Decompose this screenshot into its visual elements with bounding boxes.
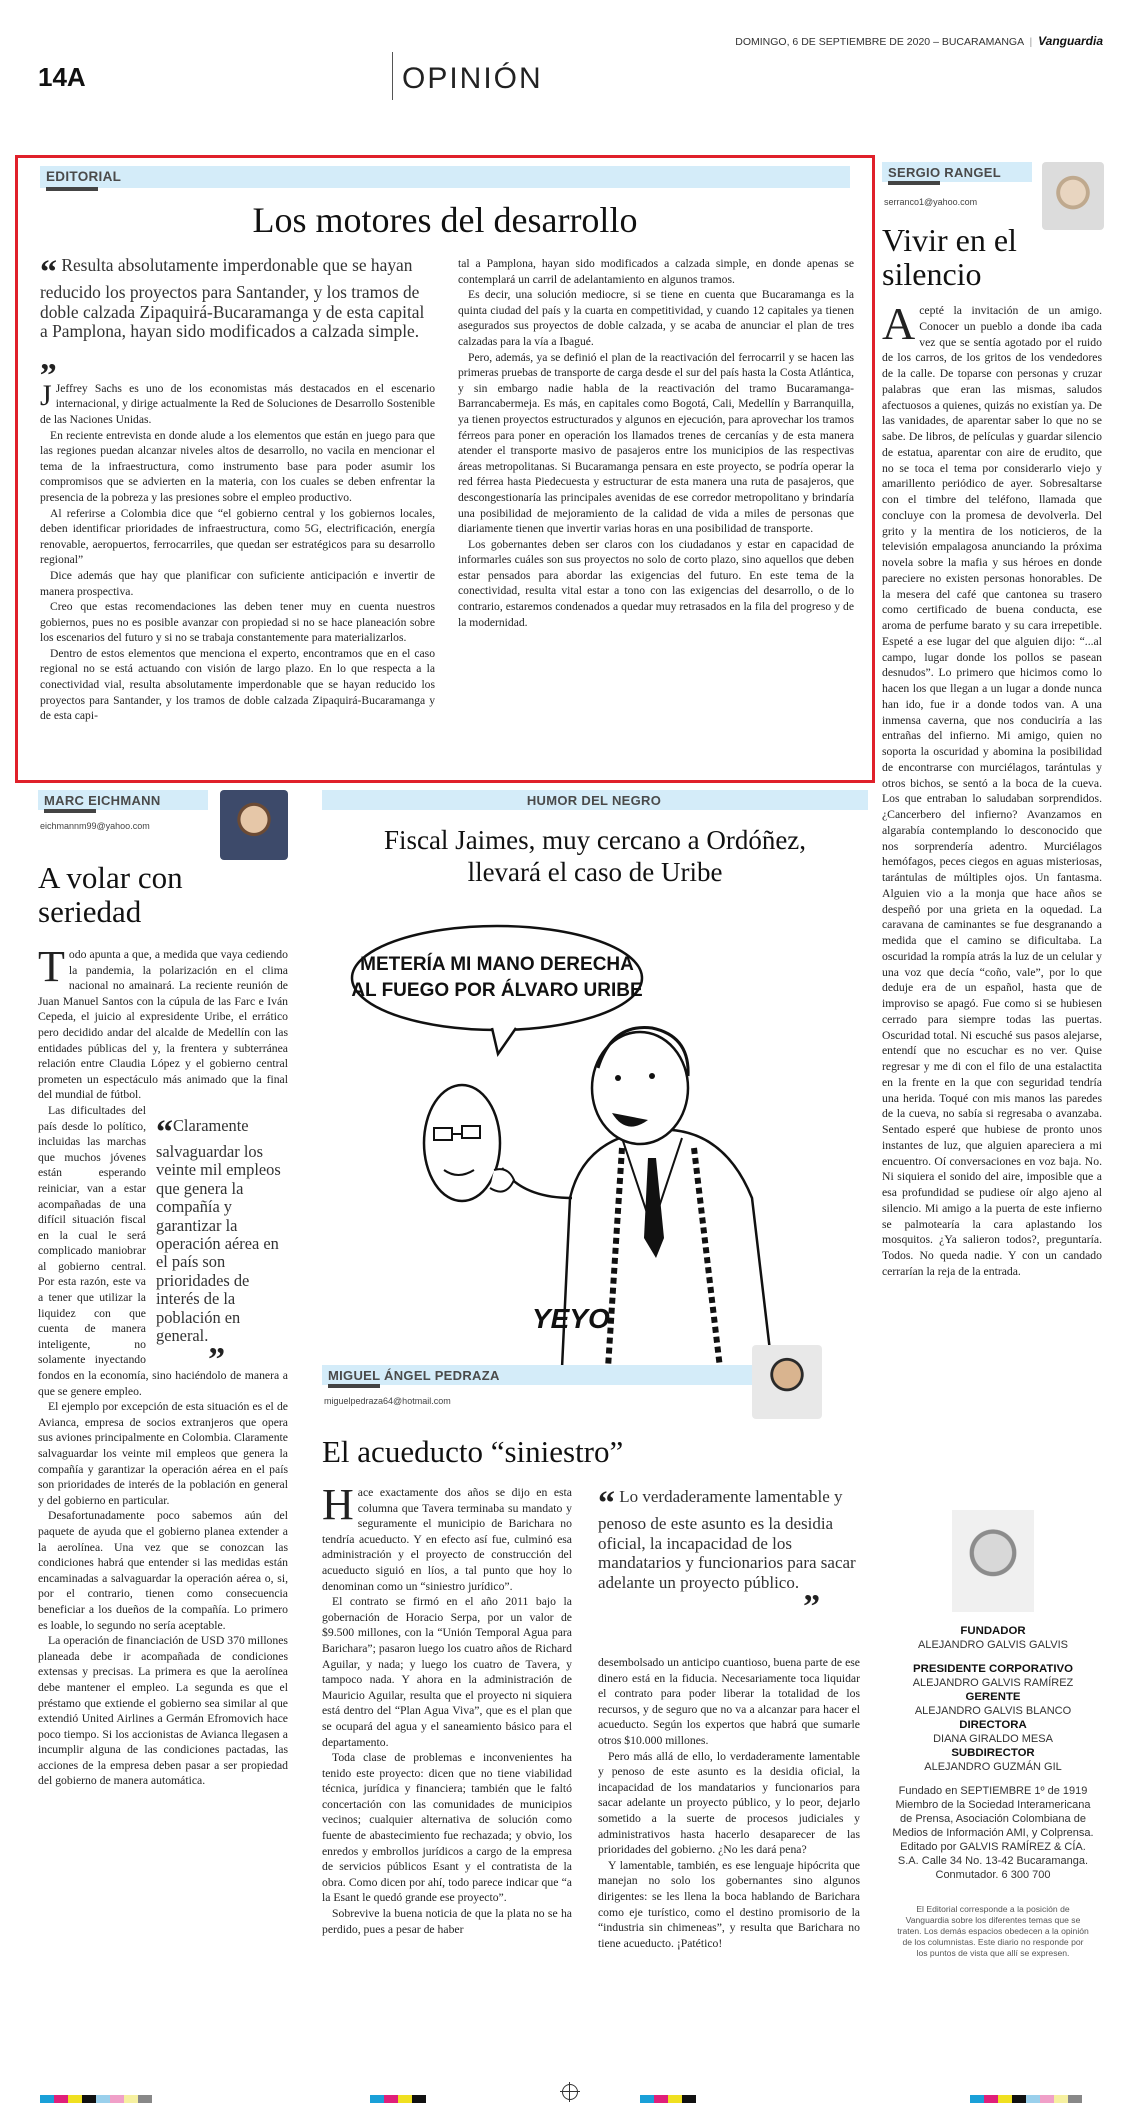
paragraph: Pero, además, ya se definió el plan de la reactivación del ferrocarril y se hacen las primeras pruebas de transporte de carga desde el sur del país hasta la Costa Atlántica, y sin embargo nadie habla de la reactivación del tramo Bucaramanga-Barrancabermeja. Es más, en capitales como Bogotá, Cali, Medellín y Barranquilla, ya tienen proyectos estructurados y algunos en ejecución, para aprovechar los tramos férreos para poner en operación los llamados trenes de cercanías y de esta manera atender el transporte masivo de pasajeros entre los municipios de las respectivas áreas metropolitanas. Si Bucaramanga pensara en este proyecto, se podría operar la red férrea hasta Piedecuesta y estructurar de esta manera una ruta de pasajeros, que descongestionaría las principales avenidas de ese corredor metropolitano y brindaría una posibilidad de mejoramiento de la calidad de vida a miles de personas que diariamente tienen que invertir varias horas en una posibilidad de transporte. — [458, 350, 854, 536]
column-text: odo apunta a que, a medida que vaya cediendo la pandemia, la polarización en el clima nacional no amainará. La reciente reunión de Juan Manuel Santos con la cúpula de las Farc e Iván Cepeda, el juicio al expresidente Uribe, el errático pero decidido andar del alcalde de Medellín con las entidades públicas del y, la frentera y subterránea relación entre Claudia López y el gobierno central prometen un espectáculo más animado que la final del mundial de fútbol. — [38, 948, 288, 1102]
paragraph: Sobrevive la buena noticia de que la plata no se ha perdido, pues a pesar de haber — [322, 1907, 572, 1936]
author-photo — [1042, 162, 1104, 230]
masthead-info: Fundado en SEPTIEMBRE 1º de 1919 Miembro de la Sociedad Interamericana de Prensa, Asociación Colombiana de Medios de Información AMI, y Colprensa. Editado por GALVIS RAMÍREZ & CÍA. S.A. Calle 34 No. 13-42 Bucaramanga. Conmutador. 6 300 700 — [892, 1785, 1094, 1881]
fiscal-eye — [615, 1075, 621, 1081]
paragraph: Hace exactamente dos años se dijo en esta columna que Tavera terminaba su mandato y seguramente el municipio de Barichara no tendría acueducto. Y en efecto así fue, culminó esa administración y el proyecto de construcción del acueducto siguió en líos, a tal punto que hoy lo denominan como un “siniestro jurídico”. — [322, 1480, 572, 1593]
editorial-label: EDITORIAL — [46, 169, 122, 184]
print-registration-bar-center-right — [640, 2088, 696, 2107]
fiscal-hand — [490, 1169, 514, 1191]
section-title: OPINIÓN — [402, 62, 543, 95]
pedraza-col2 — [598, 1655, 860, 1951]
paragraph: Al referirse a Colombia dice que “el gobierno central y los gobiernos locales, deben identificar prioridades de infraestructura, como 5G, electrificación, energía renovable, aeropuertos, ferrocarriles, que quedan ser estratégicos para su desarrollo regional” — [40, 506, 435, 567]
column-title: El acueducto “siniestro” — [322, 1434, 624, 1469]
author-label: SERGIO RANGEL — [888, 165, 1001, 180]
paragraph: La operación de financiación de USD 370 millones planeada debe ir acompañada de condiciones extensas y precisas. La primera es que la aerolínea debe mantener el empleo. La segunda es que el préstamo que extiende el gobierno sea similar al que extendió United Airlines a Germán Efromovich hace poco tiempo. Si los accionistas de Avianca llegasen a incumplir alguna de las condiciones pactadas, las acciones de la empresa deben pasar a ser propiedad del gobierno de manera automática. — [38, 1634, 288, 1788]
author-label-underline — [328, 1384, 380, 1388]
paragraph: Creo que estas recomendaciones las deben tener muy en cuenta nuestros gobiernos, pues no es posible avanzar con propiedad si no se hace planeación sobre los escenarios del futuro y si no se trabaja constantemente para materializarlos. — [40, 600, 435, 645]
bubble-text-line1: METERÍA MI MANO DERECHA — [360, 954, 634, 975]
author-label: MIGUEL ÁNGEL PEDRAZA — [328, 1368, 500, 1383]
author-photo — [752, 1345, 822, 1419]
rangel-column — [882, 162, 1104, 1280]
author-label-underline — [44, 809, 96, 813]
dropcap: H — [322, 1480, 354, 1529]
eichmann-intro — [38, 942, 288, 1103]
paragraph: Pero más allá de ello, lo verdaderamente lamentable y penoso de este asunto es la desidia oficial, la incapacidad de los mandatarios y funcionarios para sacar adelante un proyecto público, y lo peor, dejarlo sometido a la suerte de procesos judiciales y administrativos hasta hacerlo desaparecer de las prioridades del gobierno. ¿No les dará pena? — [598, 1749, 860, 1857]
presidente-label: PRESIDENTE CORPORATIVO — [913, 1663, 1073, 1675]
paragraph: Dice además que hay que planificar con suficiente anticipación e invertir de manera prospectiva. — [40, 568, 435, 598]
paragraph: En reciente entrevista en donde alude a los elementos que están en juego para que las regiones puedan alcanzar niveles altos de desarrollo, no vacila en mencionar el tema de la infraestructura, como instrumento base para poder asumir los compromisos que se advierten en la materia, con los cuales se deben enfrentar la presencia de la pobreza y las presiones sobre el empleo productivo. — [40, 428, 435, 504]
paragraph: J Jeffrey Sachs es uno de los economistas más destacados en el escenario internacional, y dirige actualmente la Red de Soluciones de Desarrollo Sostenible de las Naciones Unidas. — [40, 378, 435, 426]
rangel-body — [882, 298, 1102, 1280]
fiscal-eye — [649, 1073, 655, 1079]
gerente-name: ALEJANDRO GALVIS BLANCO — [914, 1705, 1072, 1717]
cartoonist-signature: YEYO — [532, 1303, 610, 1334]
paragraph: El ejemplo por excepción de esta situación es el de Avianca, empresa de socios extranjeros que opera sus aviones principalmente en Colombia. Claramente salvaguardar los veinte mil empleos que genera la compañía y garantizar la operación aérea en el país son prioridades de interés de la población en general y del gobierno en particular. — [38, 1400, 288, 1507]
editorial-quote: “ Resulta absolutamente imperdonable que se hayan reducido los proyectos para Santander, y los tramos de doble calzada Zipaquirá-Bucaramanga y de esta capital a Pamplona, hayan sido modificados a calzada simple. „ — [40, 254, 425, 377]
paragraph: Dentro de estos elementos que menciona el experto, encontramos que en el caso regional no se está actuando con visión de largo plazo. En lo que respecta a la conectividad vial, resulta absolutamente imperdonable que se hayan reducido los proyectos para Santander, y los tramos de doble calzada Zipaquirá-Bucaramanga y de esta capi- — [40, 646, 435, 723]
pedraza-pullquote: “ Lo verdaderamente lamentable y penoso de este asunto es la desidia oficial, la incapacidad de los mandatarios y funcionarios para sacar adelante un proyecto público. „ — [598, 1485, 856, 1608]
editorial-col-left — [40, 256, 435, 724]
editorial-box — [15, 155, 875, 783]
fundador-label: FUNDADOR — [960, 1625, 1026, 1637]
paragraph: Desafortunadamente poco sabemos aún del paquete de ayuda que el gobierno planea extender a la aerolínea. Una vez que se conozcan las condiciones habrá que entender si las medidas están encaminadas a salvaguardar la operación aérea o, si, por el contrario, tienen como consecuencia beneficiar a los dueños de la compañía. Lo primero es loable, lo segundo no sería aceptable. — [38, 1509, 288, 1632]
author-email: miguelpedraza64@hotmail.com — [324, 1396, 451, 1406]
founder-photo — [952, 1510, 1034, 1612]
directora-name: DIANA GIRALDO MESA — [933, 1733, 1053, 1745]
paragraph: Toda clase de problemas e inconvenientes ha tenido este proyecto: dicen que no tiene viabilidad técnica, jurídica y financiera; también que le faltó concertación con las comunidades de municipios vecinos; cualquier alternativa de solución como fuente de abastecimiento fue rechazada; y obvio, los enredos y embrollos jurídicos a cargo de la empresa de servicios públicos Esant y el contratista de la obra. Como dicen por ahí, todo parece indicar que “a la Esant le quedó grande ese proyecto”. — [322, 1751, 572, 1905]
pedraza-col1 — [322, 1480, 572, 1937]
dateline-text: DOMINGO, 6 DE SEPTIEMBRE DE 2020 – BUCARAMANGA — [735, 36, 1024, 48]
cartoon-illustration — [322, 898, 868, 1368]
paragraph: desembolsado un anticipo cuantioso, buena parte de ese dinero está en la fiducia. Necesariamente toca liquidar el contrato para poder liberar la totalidad de los recursos, y de seguro que no va a alcanzar para hacer el acueducto. Según los expertos que habrá que sumarle otros $10.000 millones. — [598, 1656, 860, 1747]
bubble-tail — [492, 1028, 516, 1054]
bubble-text-line2: AL FUEGO POR ÁLVARO URIBE — [351, 980, 643, 1001]
paragraph: El contrato se firmó en el año 2011 bajo la gobernación de Horacio Serpa, por un valor de $9.500 millones, con la “Unión Temporal Agua para Barichara”; pasaron luego los cuatro años de Richard Aguilar, y nada; y luego los cuatro de Tavera, y tampoco nada. Y ahora en la administración de Mauricio Aguilar, resulta que el proyecto ni siquiera está dentro del “Plan Agua Viva”, que es el plan que se ocupará del agua y el saneamiento básico para el departamento. — [322, 1595, 572, 1749]
author-email: eichmannm99@yahoo.com — [40, 821, 150, 831]
author-label: MARC EICHMANN — [44, 793, 161, 808]
editorial-col1-text — [40, 378, 435, 724]
humor-label: HUMOR DEL NEGRO — [526, 793, 662, 808]
masthead-staff — [882, 1624, 1104, 1882]
editorial-label-underline — [46, 187, 98, 191]
column-title: A volar con seriedad — [38, 860, 183, 929]
editorial-col-right — [458, 256, 854, 630]
fundador-name: ALEJANDRO GALVIS GALVIS — [918, 1639, 1068, 1651]
paragraph: Es decir, una solución mediocre, si se tiene en cuenta que Bucaramanga es la quinta ciudad del país y la cuarta en competitividad, y cuando 12 capitales ya tienen asegurados sus proyectos de doble calzada, y se acaba de anunciar el plan de tres calzadas para la vía a Ibagué. — [458, 288, 854, 348]
dropcap: T — [38, 942, 65, 991]
paragraph: Los gobernantes deben ser claros con los ciudadanos y estar en capacidad de informarles cuáles son sus proyectos no solo de corto plazo, sino aquellos que deben estar pensados para abordar las exigencias del futuro. En este tema de la conectividad, resulta vital estar a tono con las exigencias del desarrollo, o de lo contrario, estaremos condenados a quedar muy retrasados en la fila del progreso y de la modernidad. — [458, 537, 854, 629]
print-registration-bar-right — [970, 2088, 1082, 2107]
gerente-label: GERENTE — [965, 1691, 1021, 1703]
editorial-quote-text: Resulta absolutamente imperdonable que se hayan reducido los proyectos para Santander, y los tramos de doble calzada Zipaquirá-Bucaramanga y de esta capital a Pamplona, hayan sido modificados a calzada simple. — [40, 255, 425, 342]
author-email: serranco1@yahoo.com — [884, 197, 978, 207]
pedraza-header-bar — [322, 1365, 762, 1385]
humor-header-bar — [322, 790, 868, 810]
dateline: DOMINGO, 6 DE SEPTIEMBRE DE 2020 – BUCARAMANGA | Vanguardia — [735, 34, 1103, 48]
dropcap: A — [882, 298, 916, 349]
presidente-name: ALEJANDRO GALVIS RAMÍREZ — [912, 1677, 1074, 1689]
print-registration-bar-left — [40, 2088, 152, 2107]
print-registration-bar-center — [370, 2088, 426, 2107]
column-text: cepté la invitación de un amigo. Conocer un pueblo a donde iba cada vez que se sentía agotado por el ruido de los carros, de los gritos de los vendedores de la calle. De toparse con personas y cruzar palabras que eran las mismas, saludos afectuosos a quienes, quizás no existían ya. De las vanidades, de aparentar saber lo que no se sabe. De libros, de películas y guardar silencio de estatua, aparentar con aire de erudito, que no se toca el tema por considerarlo viejo y amarillento periódico de ayer. Sobresaltarse con el timbre del teléfono, llamada que concluye con la promesa de devolverla. Del grito y la mentira de los noticieros, de la televisión empalagosa anunciando la próxima novela sobre la mafia y sus héroes en donde pareciere no existen personas honorables. De la mesera del café que cantonea su trasero como certificado de buena conducta, ese aroma de perfume barato y su cara irrepetible. Espeté a ese lugar del que alguien dijo: “...al campo, lugar donde los pollos se pasean desnudos”. Lo primero que hicimos como lo hacen los que llegan a un lugar a donde nunca han ido, fue ir a donde todos van. A una inmensa caverna, que nos conduciría a las entrañas del infierno. Mi amigo, quien no soporta la oscuridad y abomina la posibilidad de encontrarse con murciélagos, tarántulas y otros bichos, se sentó a la boca de la cueva. Los que entraban lo saludaban sorprendidos. ¿Cancerbero del infierno? Avanzamos en algarabía contemplando lo desconocido que nos sorprendería adentro. Murciélagos hemófagos, peces ciegos en aguas misteriosas, tarántulas de múltiples ojos. Un fantasma. Alguien vio a la monja que hace años se despeñó por una grieta en la oquedad. La caravana de caminantes se fue desgranando a medida que el camino se dificultaba. La oscuridad la rompía atrás la luz de un celular y una voz que decía “coño, vale”, por lo que deduje era de un español, hasta que de improviso se apagó. Fue como si se hubiesen cerrado para siempre todas las puertas. Oscuridad total. Ni escuché sus pasos alejarse, entendí que no escuchar es no ver. Quise regresar y me di con el filo de una estalactita en la frente en la que con seguridad tendría una herida. Toqué con mis manos las paredes de la cueva, no sabía si regresaba o avanzaba. Sentado esperé que hubiese de pronto unos instantes de luz, que alguien apareciera a mi encuentro. Oí conversaciones en voz baja. No. Ni siquiera el sonido del aire, imposible que a esa profundidad se pudiese oír algo ajeno al silencio. Mi amigo a la puerta de este infierno se palmotearía la cara aplastando los mosquitos. ¿Ya salieron todos?, preguntaría. Todos. No queda nadie. Y con un candado cerrarían la reja de la entrada. — [882, 304, 1102, 1278]
directora-label: DIRECTORA — [959, 1719, 1027, 1731]
paragraph: tal a Pamplona, hayan sido modificados a calzada simple, en donde apenas se contemplará un carril de adelantamiento en algunos tramos. — [458, 257, 854, 286]
column-title: Vivir en el silencio — [882, 222, 1017, 292]
editorial-title: Los motores del desarrollo — [252, 200, 638, 240]
eichmann-pullquote: “Claramente salvaguardar los veinte mil empleos que genera la compañía y garantizar la operación aérea en el país son prioridades de interés de la población en general.„ — [156, 1113, 281, 1361]
subdirector-label: SUBDIRECTOR — [951, 1747, 1035, 1759]
header-divider — [392, 52, 393, 100]
subdirector-name: ALEJANDRO GUZMÁN GIL — [924, 1761, 1062, 1773]
paragraph: Las dificultades del país desde lo político, incluidas las marchas que muchos jóvenes están esperando reiniciar, van a estar acompañadas de una difícil situación fiscal en la cual le será complicado maniobrar al gobierno central. Por esta razón, este va a tener que utilizar la liquidez con que cuenta de manera inteligente, no solamente inyectando fondos en la economía, sino haciéndolo de manera a que se genere empleo. — [38, 1103, 288, 1398]
pedraza-column — [322, 1365, 868, 1950]
rangel-header-bar — [882, 162, 1032, 182]
paragraph: Y lamentable, también, es ese lenguaje hipócrita que manejan no solo los gobernantes sino algunos dirigentes: se les llena la boca hablando de Barichara como eje turístico, como el destino promisorio de la “industria sin chimeneas”, y resulta que Barichara no tiene acueducto. ¡Patético! — [598, 1858, 860, 1950]
disclaimer: El Editorial corresponde a la posición de Vanguardia sobre los diferentes temas que se traten. Los demás espacios obedecen a la opinión de los columnistas. Este diario no responde por los puntos de vista que allí se expresen. — [897, 1904, 1089, 1958]
eichmann-header-bar — [38, 790, 208, 810]
author-label-underline — [888, 181, 940, 185]
speech-bubble — [352, 926, 642, 1030]
eichmann-column — [38, 790, 288, 1789]
registration-mark-icon — [562, 2084, 578, 2100]
eichmann-p2 — [38, 1103, 288, 1789]
editorial-header-bar — [40, 166, 850, 188]
page-number: 14A — [38, 62, 86, 92]
author-photo — [220, 790, 288, 860]
humor-section — [322, 790, 868, 1368]
cartoon-title: Fiscal Jaimes, muy cercano a Ordóñez, llevará el caso de Uribe — [383, 825, 807, 887]
brand-logo: Vanguardia — [1038, 34, 1103, 48]
masthead — [882, 1510, 1104, 1959]
uribe-head — [424, 1085, 500, 1201]
